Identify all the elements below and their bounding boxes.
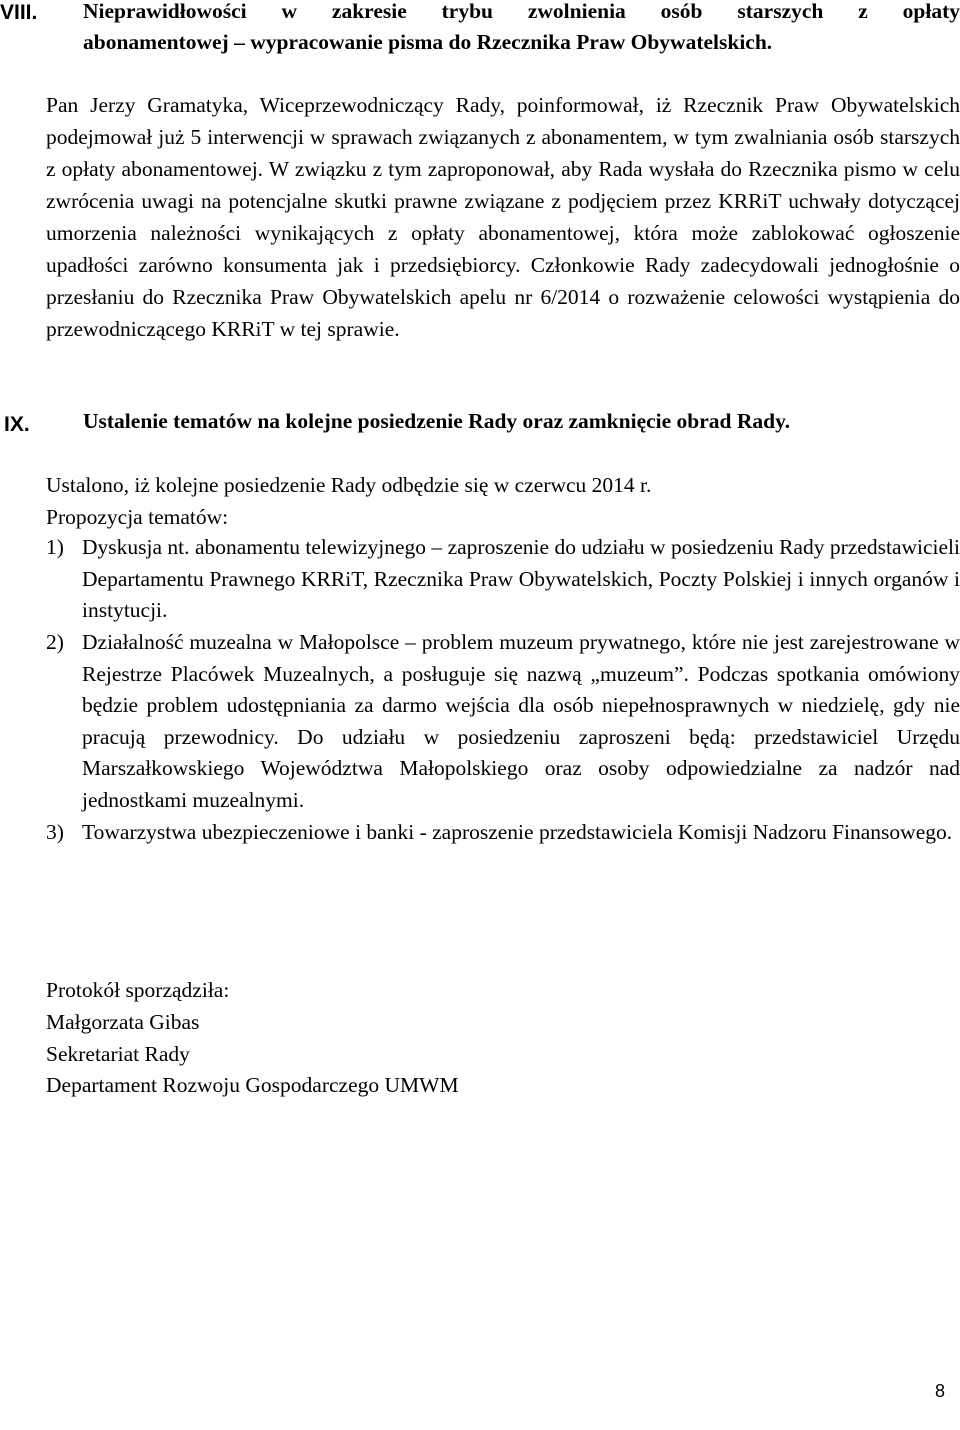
section-ix-intro: Ustalono, iż kolejne posiedzenie Rady odbędzie się w czerwcu 2014 r. [46,473,652,497]
section-number-ix: IX. [4,413,30,436]
topic-item-1-number: 1) [46,535,64,559]
topics-label: Propozycja tematów: [46,505,229,529]
topic-item-2 [46,627,960,816]
signature-department: Departament Rozwoju Gospodarczego UMWM [46,1073,459,1097]
signature-label: Protokół sporządziła: [46,978,230,1002]
topic-item-2-text: Działalność muzealna w Małopolsce – problem muzeum prywatnego, które nie jest zarejestrowane w Rejestrze Placówek Muzealnych, a posługuje się nazwą „muzeum”. Podczas spotkania omówiony będzie problem udostępniania za darmo wejścia dla osób niepełnosprawnych w niedzielę, gdy nie pracują przewodnicy. Do udziału w posiedzeniu zaproszeni będą: przedstawiciel Urzędu Marszałkowskiego Województwa Małopolskiego oraz osoby odpowiedzialne za nadzór nad jednostkami muzealnymi. [82,630,960,812]
topic-item-1 [46,532,960,627]
topic-item-2-number: 2) [46,630,64,654]
section-title-viii-line1: Nieprawidłowości w zakresie trybu zwolnienia osób starszych z opłaty [83,0,960,23]
section-title-ix: Ustalenie tematów na kolejne posiedzenie Rady oraz zamknięcie obrad Rady. [83,409,791,433]
section-viii-paragraph: Pan Jerzy Gramatyka, Wiceprzewodniczący Rady, poinformował, iż Rzecznik Praw Obywatelskich podejmował już 5 interwencji w sprawach związanych z abonamentem, w tym zwalniania osób starszych z opłaty abonamentowej. W związku z tym zaproponował, aby Rada wysłała do Rzecznika pismo w celu zwrócenia uwagi na potencjalne skutki prawne związane z podjęciem przez KRRiT uchwały dotyczącej umorzenia należności wynikających z opłaty abonamentowej, która może zablokować ogłoszenie upadłości zarówno konsumenta jak i przedsiębiorcy. Członkowie Rady zadecydowali jednogłośnie o przesłaniu do Rzecznika Praw Obywatelskich apelu nr 6/2014 o rozważenie celowości wystąpienia do przewodniczącego KRRiT w tej sprawie. [46,93,960,341]
section-title-viii-line2: abonamentowej – wypracowanie pisma do Rzecznika Praw Obywatelskich. [83,30,773,54]
topic-item-1-text: Dyskusja nt. abonamentu telewizyjnego – zaproszenie do udziału w posiedzeniu Rady przedstawicieli Departamentu Prawnego KRRiT, Rzecznika Praw Obywatelskich, Poczty Polskiej i innych organów i instytucji. [82,535,960,622]
section-number-viii: VIII. [0,1,38,24]
topic-item-3 [46,817,960,849]
topic-item-3-number: 3) [46,820,64,844]
section-title-viii [83,0,960,58]
page-number: 8 [934,1381,945,1401]
topic-item-3-text: Towarzystwa ubezpieczeniowe i banki - zaproszenie przedstawiciela Komisji Nadzoru Finansowego. [82,820,953,844]
signature-unit: Sekretariat Rady [46,1042,190,1066]
signature-name: Małgorzata Gibas [46,1010,200,1034]
